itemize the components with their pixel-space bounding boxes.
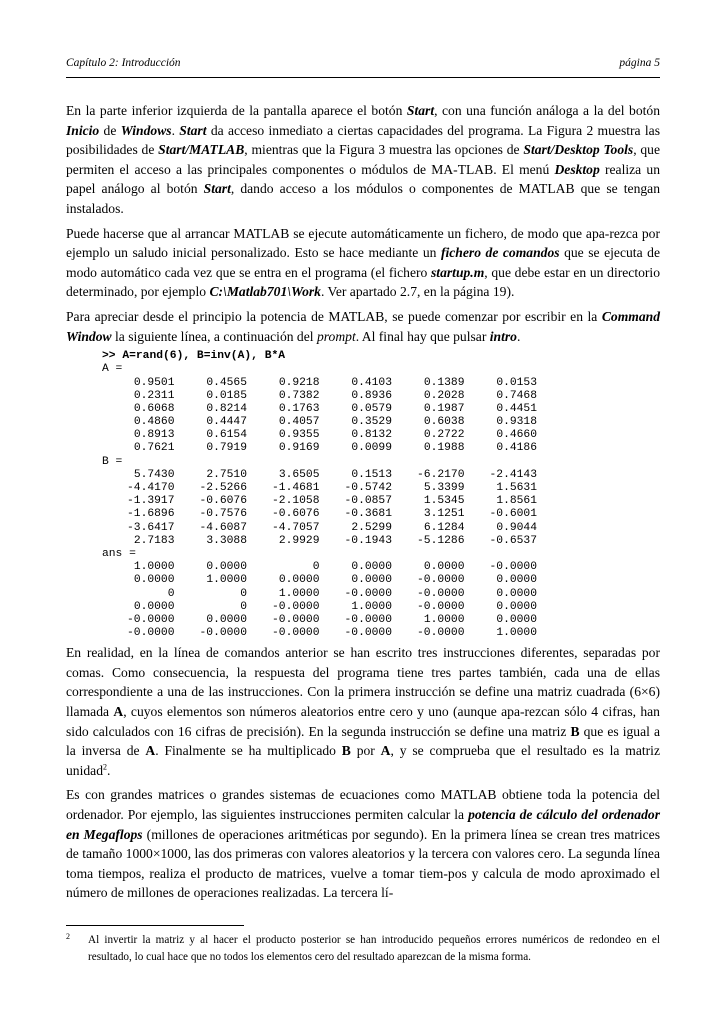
text-run: , con una función análoga a la del botón <box>434 103 660 118</box>
text-run: Start/MATLAB <box>158 142 245 158</box>
matrix-row <box>102 627 660 640</box>
footnote <box>66 932 660 966</box>
matrix-cell: 0.0579 <box>351 402 392 415</box>
matrix-cell: 0.0000 <box>206 561 247 574</box>
matrix-cell: -4.4170 <box>127 482 175 494</box>
text-run: , dando acceso a los módulos o componentes de MATLAB que se tengan instalados. <box>66 181 660 216</box>
matrix-cell: -1.6896 <box>127 508 175 521</box>
matrix-cell: 0.1763 <box>278 402 320 415</box>
matrix-cell: 0.0000 <box>496 587 537 600</box>
matrix-cell: -4.6087 <box>199 521 247 534</box>
code-block <box>102 350 660 640</box>
matrix-cell: 0 <box>167 587 175 600</box>
matrix-cell: 0.8132 <box>351 429 392 442</box>
text-run: Start <box>406 103 435 118</box>
text-run: En realidad, en la línea de comandos anterior se han escrito tres instrucciones diferentes, separadas por comas. Como consecuencia, la respuesta del programa tiene tres partes también, cada una de ellas correspondiente a una de las instrucciones. Con la primera instrucción se define una matriz cuadrada (6×6) llamada <box>66 645 660 720</box>
matrix-row <box>102 377 660 390</box>
matrix-cell: -0.6001 <box>489 508 537 521</box>
matrix-row <box>102 574 660 587</box>
text-run: realiza un papel análogo al botón <box>66 161 660 197</box>
text-run: A <box>145 743 156 759</box>
matrix-cell: -1.4681 <box>272 482 320 494</box>
text-run: startup.m <box>431 264 485 280</box>
paragraph-megaflops <box>66 785 660 903</box>
text-run: , que permiten el acceso a las principales componentes o módulos de MA-TLAB. El menú <box>66 142 661 177</box>
matrix-cell: 0.0000 <box>133 600 175 613</box>
text-run: Desktop <box>554 161 600 177</box>
matrix-cell: 0.0099 <box>351 442 392 455</box>
matrix-row <box>102 403 660 416</box>
text-run: que es igual a la inversa de <box>66 723 660 759</box>
matrix-cell: 0.0000 <box>206 613 247 626</box>
matrix-cell: 1.0000 <box>278 587 320 600</box>
matrix-cell: -0.1943 <box>344 534 392 547</box>
text-run: B <box>570 723 580 739</box>
text-run: Command Window <box>66 308 660 344</box>
matrix-cell: 0.9501 <box>133 376 175 389</box>
matrix-cell: 3.3088 <box>206 534 247 547</box>
matrix-cell: 0.4186 <box>496 442 537 455</box>
chapter-title: Capítulo 2: Introducción <box>66 57 181 69</box>
matrix-cell: 1.0000 <box>423 613 465 626</box>
matrix-cell: -1.3917 <box>127 495 175 508</box>
page-header <box>66 57 660 78</box>
text-run: Puede hacerse que al arrancar MATLAB se ejecute automáticamente un fichero, de modo que apa-rezca por ejemplo un saludo inicial personalizado. Esto se hace mediante un <box>66 225 660 261</box>
text-run: potencia de cálculo del ordenador en Megaflops <box>66 807 660 842</box>
matrix-cell: -0.0000 <box>489 561 537 574</box>
matrix-cell: 5.3399 <box>423 482 465 494</box>
matrix-cell: -0.0000 <box>272 600 320 613</box>
matrix-cell: 0.7382 <box>278 389 320 402</box>
matrix-cell: 1.0000 <box>133 561 175 574</box>
matrix-cell: -0.6076 <box>272 508 320 521</box>
matrix-cell: -0.0000 <box>344 587 392 600</box>
text-run: Windows <box>120 122 172 138</box>
matrix-cell: 0 <box>312 561 320 574</box>
text-run: . <box>171 122 180 138</box>
matrix-cell: 0.4447 <box>206 416 247 429</box>
matrix-cell: -0.0000 <box>344 613 392 626</box>
text-run: C:\Matlab701\Work <box>209 284 321 300</box>
matrix-cell: 0.3529 <box>351 416 392 429</box>
matrix-cell: 0.0185 <box>206 389 247 402</box>
matrix-cell: 0.6068 <box>133 402 175 415</box>
text-run: . <box>107 762 111 778</box>
matrix-cell: -0.0000 <box>127 627 175 640</box>
matrix-cell: 0.7621 <box>133 442 175 455</box>
matrix-cell: 0.8913 <box>133 429 175 442</box>
text-run: de <box>99 122 121 138</box>
matrix-cell: 0.7919 <box>206 442 247 455</box>
matrix-cell: 0.4057 <box>278 416 320 429</box>
matrix-cell: 0.2311 <box>133 389 175 402</box>
matrix-cell: 0.0000 <box>423 561 465 574</box>
matrix-cell: 2.9929 <box>278 534 320 547</box>
matrix-b <box>102 469 660 548</box>
text-run: . Al final hay que pulsar <box>355 328 490 344</box>
text-run: , mientras que la Figura 3 muestra las opciones de <box>244 142 524 158</box>
matrix-cell: 2.5299 <box>351 521 392 534</box>
matrix-cell: 0.1513 <box>351 468 392 481</box>
matrix-cell: 0.4860 <box>133 416 175 429</box>
matrix-cell: -2.5266 <box>199 482 247 494</box>
matrix-row <box>102 522 660 535</box>
matrix-cell: 0.0000 <box>278 574 320 587</box>
matrix-cell: 0.8214 <box>206 402 247 415</box>
text-run: B <box>341 743 351 759</box>
footnote-text: Al invertir la matriz y al hacer el producto posterior se han introducido pequeños errores numéricos de redondeo en el resultado, lo cual hace que no todos los elementos cero del resultado aparezcan de la misma forma. <box>88 934 660 963</box>
matrix-cell: 0.0000 <box>496 613 537 626</box>
matrix-cell: 0.4451 <box>496 402 537 415</box>
text-run: Start <box>203 181 231 197</box>
matrix-row <box>102 416 660 429</box>
paragraph-start-button <box>66 101 660 219</box>
matrix-cell: 0 <box>240 600 247 613</box>
matrix-cell: 0.4565 <box>206 376 247 389</box>
matrix-cell: 0.9218 <box>278 376 320 389</box>
matrix-cell: 6.1284 <box>423 521 465 534</box>
matrix-cell: 3.6505 <box>278 468 320 481</box>
paragraph-startup-file <box>66 224 660 302</box>
text-run: , y se comprueba que el resultado es la matriz unidad <box>66 743 660 778</box>
matrix-a <box>102 377 660 456</box>
matrix-cell: 1.5345 <box>423 495 465 508</box>
matrix-cell: 5.7430 <box>133 468 175 481</box>
text-run: por <box>350 743 381 759</box>
matrix-cell: -0.3681 <box>344 508 392 521</box>
matrix-cell: 0.4660 <box>496 429 537 442</box>
page-number: página 5 <box>619 57 660 69</box>
text-run: , que debe estar en un directorio determinado, por ejemplo <box>66 264 660 300</box>
text-run: da acceso inmediato a ciertas capacidades del programa. La Figura 2 muestra las posibilidades de <box>66 122 660 158</box>
prompt-symbol: >> <box>102 350 116 363</box>
matrix-cell: 0.9355 <box>278 429 320 442</box>
text-run: Inicio <box>66 122 100 138</box>
matrix-b-label: B = <box>102 455 123 468</box>
text-run: intro <box>489 328 517 344</box>
matrix-cell: 0.9318 <box>496 416 537 429</box>
page-body <box>66 101 660 908</box>
footnote-number: 2 <box>66 932 70 941</box>
matrix-cell: -0.0000 <box>199 627 247 640</box>
matrix-cell: 0.1987 <box>423 402 465 415</box>
matrix-cell: -6.2170 <box>417 468 465 481</box>
matrix-a-label: A = <box>102 363 123 376</box>
matrix-cell: -5.1286 <box>417 534 465 547</box>
text-run: prompt <box>316 328 356 344</box>
matrix-cell: -0.0000 <box>417 587 465 600</box>
matrix-cell: 0.6038 <box>423 416 465 429</box>
matrix-cell: -0.0000 <box>417 600 465 613</box>
command-text: A=rand(6), B=inv(A), B*A <box>122 350 286 363</box>
matrix-row <box>102 508 660 521</box>
text-run: . <box>516 328 521 344</box>
matrix-row <box>102 588 660 601</box>
matrix-cell: -0.0000 <box>272 613 320 626</box>
text-run: la siguiente línea, a continuación del <box>111 328 317 344</box>
text-run: A <box>113 704 124 720</box>
matrix-cell: 2.7183 <box>133 534 175 547</box>
text-run: , cuyos elementos son números aleatorios entre cero y uno (aunque apa-rezcan sólo 4 cifras, han sido calculados con 16 cifras de precisión). En la segunda instrucción se define una matriz <box>66 704 660 739</box>
matrix-ans <box>102 561 660 640</box>
text-run: que se ejecuta de modo automático cada vez que se entra en el programa (el fichero <box>66 245 660 280</box>
matrix-ans-label: ans = <box>102 547 136 560</box>
matrix-cell: 0.0000 <box>133 574 175 587</box>
matrix-cell: 3.1251 <box>423 508 465 521</box>
text-run: fichero de comandos <box>440 245 560 261</box>
matrix-row <box>102 482 660 495</box>
text-run: A <box>380 743 391 759</box>
matrix-cell: 0.2028 <box>423 389 465 402</box>
matrix-cell: -0.7576 <box>199 508 247 521</box>
text-run: Start <box>179 122 207 138</box>
matrix-cell: 0.2722 <box>423 429 465 442</box>
footnote-separator <box>66 925 244 926</box>
matrix-row <box>102 442 660 455</box>
paragraph-explanation <box>66 643 660 780</box>
matrix-cell: -0.0000 <box>127 613 175 626</box>
matrix-cell: -0.0000 <box>344 627 392 640</box>
matrix-cell: -0.0000 <box>417 627 465 640</box>
command-line <box>102 350 660 363</box>
matrix-cell: -0.5742 <box>344 482 392 494</box>
text-run: En la parte inferior izquierda de la pantalla aparece el botón <box>66 103 407 118</box>
matrix-cell: -3.6417 <box>127 521 175 534</box>
matrix-cell: 1.0000 <box>496 627 537 640</box>
matrix-cell: 0.0153 <box>496 376 537 389</box>
matrix-row <box>102 469 660 482</box>
matrix-cell: -2.4143 <box>489 468 537 481</box>
matrix-cell: -0.0000 <box>417 574 465 587</box>
matrix-cell: 0.1389 <box>423 376 465 389</box>
matrix-cell: 0.8936 <box>351 389 392 402</box>
matrix-cell: -4.7057 <box>272 521 320 534</box>
text-run: Es con grandes matrices o grandes sistemas de ecuaciones como MATLAB obtiene toda la potencia del ordenador. Por ejemplo, las siguientes instrucciones permiten calcular la <box>66 787 660 822</box>
matrix-cell: 0.6154 <box>206 429 247 442</box>
matrix-cell: 0.4103 <box>351 376 392 389</box>
matrix-cell: -0.0857 <box>344 495 392 508</box>
matrix-row <box>102 429 660 442</box>
matrix-row <box>102 601 660 614</box>
paragraph-command-window <box>66 307 660 346</box>
matrix-cell: 0.1988 <box>423 442 465 455</box>
matrix-cell: 1.0000 <box>206 574 247 587</box>
matrix-cell: 1.5631 <box>496 482 537 494</box>
matrix-cell: 0.9169 <box>278 442 320 455</box>
matrix-row <box>102 561 660 574</box>
matrix-cell: 0 <box>240 587 247 600</box>
matrix-cell: -0.0000 <box>272 627 320 640</box>
text-run: (millones de operaciones aritméticas por segundo). En la primera línea se crean tres matrices de tamaño 1000×1000, las dos primeras con valores aleatorios y la tercera con valores cero. La segunda línea toma tiempos, realiza el producto de matrices, vuelve a tomar tiem-pos y calcula de modo aproximado el número de millones de operaciones realizadas. La tercera lí- <box>66 826 660 901</box>
matrix-cell: -2.1058 <box>272 495 320 508</box>
matrix-cell: 0.0000 <box>496 574 537 587</box>
matrix-row <box>102 535 660 548</box>
text-run: 2 <box>103 762 107 772</box>
matrix-cell: -0.6076 <box>199 495 247 508</box>
matrix-cell: 0.0000 <box>351 574 392 587</box>
matrix-cell: 1.8561 <box>496 495 537 508</box>
text-run: . Ver apartado 2.7, en la página 19). <box>320 284 515 300</box>
text-run: Para apreciar desde el principio la potencia de MATLAB, se puede comenzar por escribir en la <box>66 308 602 324</box>
matrix-row <box>102 614 660 627</box>
matrix-cell: 1.0000 <box>351 600 392 613</box>
matrix-cell: 0.0000 <box>351 561 392 574</box>
text-run: Start/Desktop Tools <box>523 142 634 158</box>
matrix-row <box>102 495 660 508</box>
matrix-cell: 0.7468 <box>496 389 537 402</box>
matrix-cell: 0.9044 <box>496 521 537 534</box>
text-run: . Finalmente se ha multiplicado <box>155 743 342 759</box>
matrix-cell: 0.0000 <box>496 600 537 613</box>
matrix-cell: -0.6537 <box>489 534 537 547</box>
matrix-cell: 2.7510 <box>206 468 247 481</box>
matrix-row <box>102 390 660 403</box>
